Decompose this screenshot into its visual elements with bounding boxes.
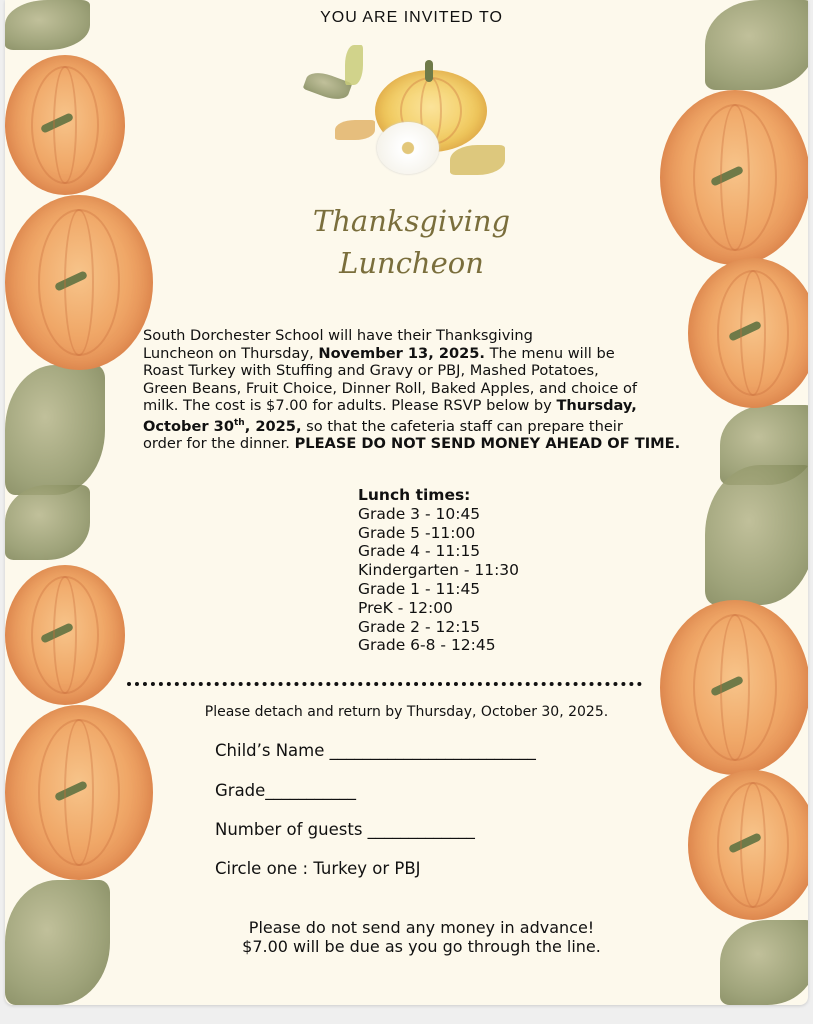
event-title [5,200,808,284]
pumpkin-stem-icon [710,165,744,187]
pumpkin-icon [5,565,125,705]
text: The menu will be Roast Turkey with Stuffing and Gravy or PBJ, Mashed Potatoes, Green Beans, Fruit Choice, Dinner Roll, Baked Apples, and choice of milk. The cost is $7.00 for adults. Please RSVP below by [143,344,638,415]
rsvp-date-sup: th [234,417,245,428]
pumpkin-flower-illustration [305,40,510,200]
lunch-time-item: Grade 5 -11:00 [358,523,476,542]
pumpkin-icon [688,770,808,920]
text: South Dorchester School will have their Thanksgiving Luncheon on Thursday, [143,327,533,362]
pumpkin-icon [5,55,125,195]
leaf-icon [345,45,363,85]
guests-field: Number of guests _____________ [215,820,475,839]
pumpkin-icon [5,705,153,880]
text: so that the cafeteria staff can prepare their order for the dinner. [143,417,623,453]
lunch-times-heading: Lunch times: [358,486,471,504]
grade-field: Grade___________ [215,781,357,800]
title-line-1: Thanksgiving [312,204,511,238]
lunch-time-item: Grade 3 - 10:45 [358,504,481,523]
closing-note [0,918,813,956]
leaf-icon [705,465,808,605]
warning-text: PLEASE DO NOT SEND MONEY AHEAD OF TIME. [294,435,681,453]
event-description [143,327,713,453]
rsvp-date: Thursday, October 30 [143,397,637,435]
title-line-2: Luncheon [339,246,484,280]
lunch-time-item: Grade 4 - 11:15 [358,542,481,561]
detach-dotted-line [127,682,642,686]
closing-line-2: $7.00 will be due as you go through the line. [242,937,601,956]
pumpkin-stem-icon [40,622,74,644]
lunch-time-item: Grade 2 - 12:15 [358,617,481,636]
leaf-icon [5,485,90,560]
meal-choice-field: Circle one : Turkey or PBJ [215,859,421,878]
lunch-times [358,486,519,655]
pumpkin-stem-icon [710,675,744,697]
leaf-icon [335,120,375,140]
lunch-time-item: Grade 1 - 11:45 [358,579,481,598]
closing-line-1: Please do not send any money in advance! [248,918,595,937]
leaf-icon [5,365,105,495]
pumpkin-stem-icon [40,112,74,134]
pumpkin-stem-icon [54,780,88,802]
invited-heading: YOU ARE INVITED TO [320,9,503,26]
pumpkin-stem-icon [425,60,433,82]
pumpkin-icon [660,600,808,775]
leaf-icon [450,145,505,175]
event-date: November 13, 2025. [318,344,485,362]
lunch-time-item: PreK - 12:00 [358,598,453,617]
white-flower-icon [377,122,439,174]
pumpkin-stem-icon [728,832,762,854]
detach-instruction: Please detach and return by Thursday, October 30, 2025. [204,704,609,720]
lunch-time-item: Grade 6-8 - 12:45 [358,636,496,655]
pumpkin-stem-icon [728,320,762,342]
child-name-field: Child’s Name _________________________ [215,741,536,760]
rsvp-year: , 2025, [244,417,302,435]
lunch-time-item: Kindergarten - 11:30 [358,561,520,580]
